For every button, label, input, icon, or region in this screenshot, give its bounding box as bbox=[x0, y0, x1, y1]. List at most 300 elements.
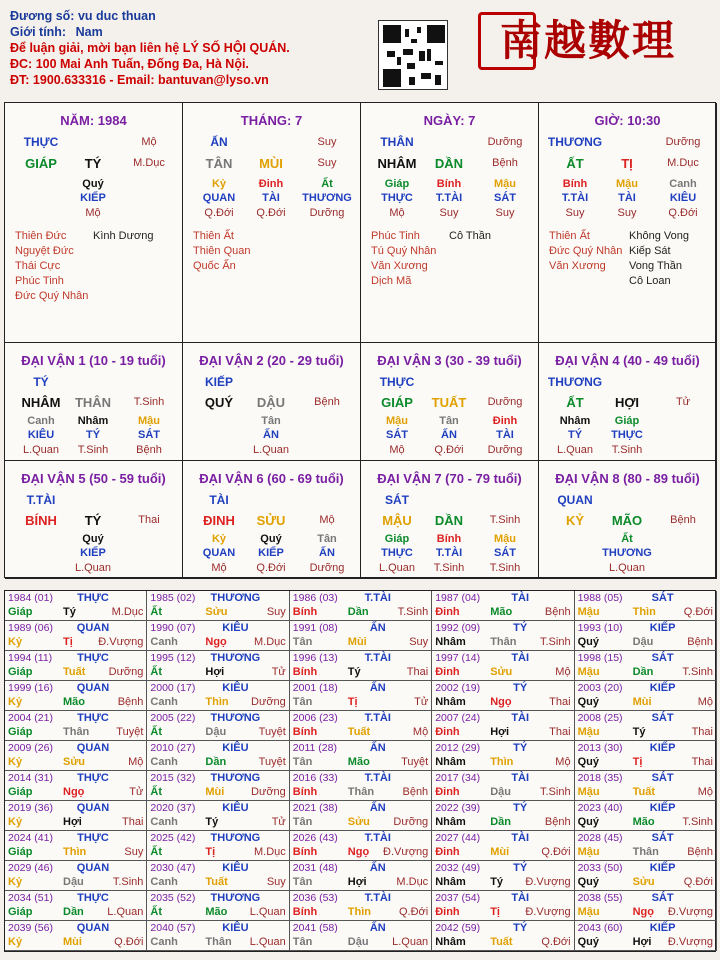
year-chi: Mão bbox=[205, 906, 228, 918]
year-stage: Thai bbox=[691, 756, 713, 768]
pillar-cell bbox=[183, 103, 361, 343]
year-stage: Thai bbox=[549, 696, 571, 708]
year-god: TÀI bbox=[511, 592, 530, 604]
year-label: 2035 (52) bbox=[150, 892, 196, 904]
year-can: Đinh bbox=[435, 666, 460, 678]
dai-van-hidden-can: Nhâm bbox=[559, 415, 591, 427]
year-cell bbox=[5, 801, 147, 831]
year-god: KIÊU bbox=[222, 622, 249, 634]
year-god: ẤN bbox=[369, 622, 386, 634]
year-chi: Tý bbox=[490, 876, 504, 888]
year-stage: Q.Đới bbox=[541, 936, 571, 948]
chi-label: TÝ bbox=[84, 156, 102, 171]
hidden-god: QUAN bbox=[202, 192, 236, 204]
hidden-can: Kỷ bbox=[211, 178, 227, 190]
dai-van-hidden-stage: Q.Đới bbox=[256, 562, 286, 574]
year-cell bbox=[575, 651, 717, 681]
year-stage: Bệnh bbox=[117, 696, 144, 708]
top-stage: Mộ bbox=[141, 136, 157, 148]
dai-van-cell bbox=[361, 343, 539, 461]
year-cell bbox=[147, 771, 289, 801]
can-label: TÂN bbox=[205, 156, 233, 171]
year-can: Tân bbox=[292, 696, 313, 708]
year-stage: M.Dục bbox=[396, 876, 429, 888]
year-label: 2016 (33) bbox=[292, 772, 338, 784]
year-cell bbox=[575, 741, 717, 771]
pillar-cell bbox=[539, 103, 717, 343]
year-cell bbox=[575, 801, 717, 831]
top-stage: Suy bbox=[317, 136, 337, 148]
dai-van-can: QUÝ bbox=[204, 395, 234, 410]
year-label: 1994 (11) bbox=[8, 652, 53, 664]
year-god: T.TÀI bbox=[364, 772, 391, 784]
year-god: ẤN bbox=[369, 862, 386, 874]
hidden-can: Bính bbox=[436, 178, 462, 190]
year-can: Quý bbox=[577, 696, 599, 708]
dai-van-chi: DẦN bbox=[434, 513, 464, 528]
qr-module bbox=[397, 57, 401, 65]
dai-van-hidden-god: TÀI bbox=[496, 429, 514, 441]
year-chi: Mão bbox=[632, 816, 655, 828]
year-god: THƯƠNG bbox=[210, 652, 261, 664]
year-chi: Tị bbox=[632, 756, 643, 768]
dai-van-stage: Mộ bbox=[319, 514, 335, 526]
dai-van-can: MẬU bbox=[382, 513, 412, 528]
dai-van-god: THƯƠNG bbox=[547, 375, 603, 389]
year-chi: Dậu bbox=[490, 786, 511, 798]
gender-value: Nam bbox=[75, 25, 103, 39]
year-can: Bính bbox=[292, 846, 318, 858]
year-god: TÀI bbox=[511, 892, 530, 904]
year-chi: Mùi bbox=[347, 636, 367, 648]
contact-line: Để luận giải, mời bạn liên hệ LÝ SỐ HỘI QUÁN. bbox=[10, 41, 290, 55]
year-can: Mậu bbox=[577, 786, 600, 798]
year-can: Nhâm bbox=[435, 936, 466, 948]
year-god: TÀI bbox=[511, 712, 530, 724]
year-stage: Tử bbox=[271, 666, 286, 678]
year-cell bbox=[575, 591, 717, 621]
year-stage: T.Sinh bbox=[112, 876, 144, 888]
hidden-can: Đinh bbox=[258, 178, 284, 190]
year-can: Tân bbox=[292, 936, 313, 948]
year-chi: Mùi bbox=[63, 936, 82, 948]
dai-van-can: ĐINH bbox=[203, 513, 235, 528]
year-stage: Thai bbox=[549, 726, 571, 738]
year-can: Bính bbox=[292, 726, 318, 738]
dai-van-can: ẤT bbox=[566, 395, 584, 410]
dai-van-hidden-god: ẤN bbox=[441, 429, 457, 441]
year-stage: M.Dục bbox=[254, 636, 286, 648]
qr-module bbox=[427, 25, 445, 43]
year-chi: Mùi bbox=[632, 696, 652, 708]
year-chi: Hợi bbox=[490, 726, 510, 738]
star-good: Tú Quý Nhân bbox=[371, 245, 437, 257]
year-label: 1995 (12) bbox=[150, 652, 196, 664]
year-can: Ất bbox=[150, 726, 162, 738]
year-can: Kỷ bbox=[8, 696, 23, 708]
year-label: 2004 (21) bbox=[8, 712, 53, 724]
qr-module bbox=[407, 63, 415, 69]
year-chi: Tý bbox=[632, 726, 646, 738]
year-can: Kỷ bbox=[8, 756, 23, 768]
year-label: 2010 (27) bbox=[150, 742, 196, 754]
qr-module bbox=[417, 27, 421, 33]
year-god: THƯƠNG bbox=[210, 832, 261, 844]
year-stage: Q.Đới bbox=[683, 876, 713, 888]
year-chi: Ngọ bbox=[490, 696, 512, 708]
year-chi: Tý bbox=[63, 606, 76, 618]
year-cell bbox=[432, 741, 574, 771]
year-can: Mậu bbox=[577, 606, 600, 618]
year-can: Tân bbox=[292, 816, 313, 828]
year-god: QUAN bbox=[76, 742, 110, 754]
hidden-god: KIÊU bbox=[669, 192, 697, 204]
year-label: 2023 (40) bbox=[577, 802, 623, 814]
year-cell bbox=[432, 591, 574, 621]
pillar-title: NGÀY: 7 bbox=[423, 113, 476, 128]
year-stage: Tuyệt bbox=[401, 756, 429, 768]
year-cell bbox=[575, 771, 717, 801]
hidden-stage: Suy bbox=[617, 207, 637, 219]
hidden-god: THƯƠNG bbox=[302, 192, 352, 204]
year-label: 1990 (07) bbox=[150, 622, 196, 634]
year-can: Mậu bbox=[577, 726, 600, 738]
star-good: Đức Quý Nhân bbox=[15, 290, 89, 302]
qr-module bbox=[383, 69, 401, 87]
year-chi: Tuất bbox=[205, 876, 228, 888]
year-stage: Bệnh bbox=[687, 636, 713, 648]
year-stage: L.Quan bbox=[249, 906, 286, 918]
year-cell bbox=[290, 801, 432, 831]
year-label: 2031 (48) bbox=[292, 862, 338, 874]
year-stage: M.Dục bbox=[254, 846, 286, 858]
star-good: Văn Xương bbox=[371, 260, 428, 272]
year-chi: Mão bbox=[63, 696, 85, 708]
year-can: Giáp bbox=[8, 846, 33, 858]
hidden-can: Ất bbox=[321, 178, 333, 190]
year-chi: Dậu bbox=[205, 726, 227, 738]
year-label: 1985 (02) bbox=[150, 592, 196, 604]
year-chi: Dần bbox=[205, 756, 227, 768]
year-chi: Tý bbox=[347, 666, 361, 678]
year-god: THỰC bbox=[77, 892, 109, 904]
year-chi: Ngọ bbox=[632, 906, 654, 918]
can-stage: M.Dục bbox=[133, 157, 165, 169]
year-label: 1987 (04) bbox=[435, 592, 481, 604]
dai-van-hidden-god: KIÊU bbox=[27, 429, 55, 441]
year-label: 2007 (24) bbox=[435, 712, 481, 724]
dai-van-title: ĐẠI VẬN 3 (30 - 39 tuổi) bbox=[377, 353, 522, 368]
year-god: KIÊU bbox=[222, 922, 249, 934]
year-label: 2038 (55) bbox=[577, 892, 623, 904]
dai-van-hidden-can: Giáp bbox=[384, 533, 410, 545]
year-god: THỰC bbox=[77, 652, 109, 664]
year-stage: L.Quan bbox=[249, 936, 286, 948]
year-stage: L.Quan bbox=[107, 906, 144, 918]
year-god: ẤN bbox=[369, 682, 386, 694]
dai-van-can: NHÂM bbox=[21, 395, 61, 410]
qr-module bbox=[387, 51, 395, 57]
hidden-god: KIẾP bbox=[80, 192, 106, 204]
dai-van-cell bbox=[361, 461, 539, 579]
hidden-can: Mậu bbox=[494, 178, 516, 190]
year-cell bbox=[575, 891, 717, 921]
hidden-god: TÀI bbox=[262, 192, 280, 204]
year-label: 2000 (17) bbox=[150, 682, 196, 694]
year-can: Giáp bbox=[8, 786, 33, 798]
year-god: SÁT bbox=[651, 712, 674, 724]
year-label: 1998 (15) bbox=[577, 652, 623, 664]
year-stage: Thai bbox=[406, 666, 429, 678]
year-cell bbox=[290, 891, 432, 921]
year-god: ẤN bbox=[369, 922, 386, 934]
dai-van-god: THỰC bbox=[379, 375, 415, 389]
year-label: 2017 (34) bbox=[435, 772, 481, 784]
star-good: Thái Cực bbox=[15, 260, 61, 272]
chi-label: MÙI bbox=[259, 156, 283, 171]
dai-van-hidden-can: Quý bbox=[260, 533, 282, 545]
dai-van-can: GIÁP bbox=[381, 395, 413, 410]
year-cell bbox=[147, 741, 289, 771]
dai-van-can: KỶ bbox=[565, 513, 585, 528]
dai-van-stage: Dưỡng bbox=[487, 396, 523, 408]
year-stage: Thai bbox=[121, 816, 144, 828]
year-chi: Thân bbox=[63, 726, 90, 738]
year-god: SÁT bbox=[651, 652, 674, 664]
year-label: 2012 (29) bbox=[435, 742, 481, 754]
year-god: THƯƠNG bbox=[210, 772, 261, 784]
qr-module bbox=[419, 51, 425, 61]
year-stage: L.Quan bbox=[392, 936, 429, 948]
dai-van-chi: HỢI bbox=[614, 395, 640, 410]
year-chi: Dậu bbox=[347, 936, 369, 948]
star-good: Thiên Ất bbox=[549, 230, 590, 242]
hidden-stage: Suy bbox=[495, 207, 515, 219]
year-cell bbox=[575, 711, 717, 741]
dai-van-hidden-stage: Mộ bbox=[211, 562, 227, 574]
dai-van-title: ĐẠI VẬN 8 (80 - 89 tuổi) bbox=[555, 471, 700, 486]
year-chi: Hợi bbox=[205, 666, 225, 678]
year-stage: Bệnh bbox=[544, 816, 571, 828]
year-god: QUAN bbox=[76, 622, 110, 634]
year-cell bbox=[5, 711, 147, 741]
dai-van-hidden-stage: L.Quan bbox=[608, 562, 646, 574]
year-cell bbox=[432, 711, 574, 741]
year-can: Canh bbox=[150, 696, 178, 708]
year-cell bbox=[432, 831, 574, 861]
year-god: T.TÀI bbox=[364, 892, 391, 904]
dai-van-chi: DẬU bbox=[256, 395, 286, 410]
year-label: 2029 (46) bbox=[8, 862, 53, 874]
year-chi: Dậu bbox=[632, 636, 654, 648]
year-can: Ất bbox=[150, 666, 162, 678]
year-stage: T.Sinh bbox=[682, 666, 713, 678]
dai-van-god: SÁT bbox=[385, 493, 409, 507]
year-stage: M.Dục bbox=[111, 606, 144, 618]
hidden-god: T.TÀI bbox=[435, 192, 463, 204]
dai-van-hidden-stage: L.Quan bbox=[22, 444, 60, 456]
year-stage: Mộ bbox=[697, 786, 713, 798]
year-label: 2014 (31) bbox=[8, 772, 53, 784]
year-can: Mậu bbox=[577, 846, 600, 858]
year-cell bbox=[5, 861, 147, 891]
dai-van-hidden-god: SÁT bbox=[494, 547, 516, 559]
year-can: Kỷ bbox=[8, 636, 23, 648]
qr-module bbox=[435, 75, 441, 85]
dai-van-stage: T.Sinh bbox=[489, 514, 521, 526]
can-stage: M.Dục bbox=[667, 157, 699, 169]
star-other: Kình Dương bbox=[93, 230, 154, 242]
year-chi: Sửu bbox=[490, 666, 513, 678]
site-logo: 南越數理 bbox=[500, 16, 677, 65]
top-stage: Dưỡng bbox=[665, 136, 701, 148]
hidden-stage: Q.Đới bbox=[204, 207, 234, 219]
year-can: Đinh bbox=[435, 906, 460, 918]
year-cell bbox=[290, 921, 432, 951]
can-label: ẤT bbox=[566, 156, 584, 171]
dai-van-hidden-can: Mậu bbox=[138, 415, 160, 427]
year-stage: Suy bbox=[266, 876, 286, 888]
year-cell bbox=[290, 741, 432, 771]
dai-van-hidden-god: THỰC bbox=[381, 547, 413, 559]
dai-van-hidden-stage: L.Quan bbox=[378, 562, 416, 574]
year-stage: Dưỡng bbox=[108, 666, 144, 678]
year-chi: Hợi bbox=[347, 876, 367, 888]
year-cell bbox=[290, 861, 432, 891]
pillar-title: THÁNG: 7 bbox=[240, 113, 303, 128]
year-label: 2013 (30) bbox=[577, 742, 623, 754]
dai-van-god: KIẾP bbox=[204, 375, 233, 389]
hidden-can: Mậu bbox=[616, 178, 638, 190]
dai-van-cell bbox=[183, 461, 361, 579]
header-info bbox=[10, 8, 370, 88]
year-can: Ất bbox=[150, 786, 162, 798]
dai-van-cell bbox=[5, 461, 183, 579]
dai-van-chi: THÂN bbox=[74, 395, 112, 410]
year-chi: Dần bbox=[632, 666, 654, 678]
dai-van-hidden-god: KIẾP bbox=[258, 547, 284, 559]
dai-van-hidden-stage: Q.Đới bbox=[434, 444, 464, 456]
year-label: 2024 (41) bbox=[8, 832, 53, 844]
dai-van-chi: TUẤT bbox=[431, 395, 467, 410]
year-stage: Tử bbox=[414, 696, 429, 708]
year-cell bbox=[147, 651, 289, 681]
year-chi: Sửu bbox=[205, 606, 228, 618]
year-label: 1988 (05) bbox=[577, 592, 623, 604]
year-stage: Đ.Vượng bbox=[525, 906, 571, 918]
year-can: Canh bbox=[150, 936, 178, 948]
dai-van-hidden-god: THỰC bbox=[611, 429, 643, 441]
dai-van-hidden-stage: L.Quan bbox=[556, 444, 594, 456]
year-cell bbox=[147, 621, 289, 651]
year-god: KIẾP bbox=[649, 802, 676, 814]
qr-module bbox=[405, 29, 409, 37]
year-god: QUAN bbox=[76, 862, 110, 874]
star-other: Cô Loan bbox=[629, 275, 671, 287]
year-chi: Tuất bbox=[490, 936, 513, 948]
year-cell bbox=[147, 681, 289, 711]
year-stage: T.Sinh bbox=[540, 786, 571, 798]
year-chi: Tị bbox=[63, 636, 73, 648]
year-stage: Bệnh bbox=[687, 846, 713, 858]
year-chi: Thìn bbox=[347, 906, 372, 918]
year-cell bbox=[575, 861, 717, 891]
star-good: Thiên Đức bbox=[15, 230, 67, 242]
dai-van-cell bbox=[5, 343, 183, 461]
chi-label: TỊ bbox=[621, 156, 633, 171]
year-chi: Mùi bbox=[205, 786, 225, 798]
year-god: TÝ bbox=[513, 622, 528, 634]
dai-van-title: ĐẠI VẬN 7 (70 - 79 tuổi) bbox=[377, 471, 522, 486]
dai-van-hidden-can: Tân bbox=[439, 415, 459, 427]
year-stage: Dưỡng bbox=[251, 696, 286, 708]
year-stage: Q.Đới bbox=[398, 906, 429, 918]
year-cell bbox=[5, 831, 147, 861]
year-stage: Suy bbox=[266, 606, 286, 618]
year-god: KIÊU bbox=[222, 682, 249, 694]
year-stage: Mộ bbox=[128, 756, 144, 768]
year-god: KIÊU bbox=[222, 862, 249, 874]
star-other: Vong Thần bbox=[629, 260, 683, 272]
year-label: 2034 (51) bbox=[8, 892, 53, 904]
year-label: 2043 (60) bbox=[577, 922, 623, 934]
year-god: SÁT bbox=[651, 832, 674, 844]
qr-module bbox=[435, 61, 443, 65]
year-chi: Dần bbox=[347, 606, 369, 618]
dai-van-hidden-stage: Dưỡng bbox=[309, 562, 345, 574]
dai-van-hidden-stage: L.Quan bbox=[252, 444, 290, 456]
dai-van-hidden-stage: T.Sinh bbox=[489, 562, 521, 574]
year-stage: Q.Đới bbox=[683, 606, 713, 618]
year-god: SÁT bbox=[651, 892, 674, 904]
year-can: Giáp bbox=[8, 726, 33, 738]
year-stage: Q.Đới bbox=[114, 936, 144, 948]
dai-van-hidden-can: Kỷ bbox=[211, 533, 227, 545]
owner-name: vu duc thuan bbox=[77, 9, 156, 23]
year-chi: Sửu bbox=[632, 876, 655, 888]
year-cell bbox=[147, 921, 289, 951]
year-god: TÝ bbox=[513, 922, 528, 934]
dai-van-hidden-can: Canh bbox=[27, 415, 55, 427]
year-stage: Mộ bbox=[555, 756, 571, 768]
year-cell bbox=[147, 711, 289, 741]
year-stage: Thai bbox=[691, 726, 713, 738]
star-good: Đức Quý Nhân bbox=[549, 245, 623, 257]
year-label: 2033 (50) bbox=[577, 862, 623, 874]
year-god: T.TÀI bbox=[364, 652, 391, 664]
year-label: 2003 (20) bbox=[577, 682, 623, 694]
year-chi: Tị bbox=[490, 906, 500, 918]
year-can: Nhâm bbox=[435, 876, 466, 888]
year-label: 2028 (45) bbox=[577, 832, 623, 844]
dai-van-hidden-stage: T.Sinh bbox=[611, 444, 643, 456]
year-label: 2040 (57) bbox=[150, 922, 196, 934]
dai-van-hidden-god: SÁT bbox=[386, 429, 408, 441]
year-label: 1984 (01) bbox=[8, 592, 53, 604]
dai-van-hidden-god: THƯƠNG bbox=[602, 547, 652, 559]
dai-van-stage: Bệnh bbox=[314, 396, 340, 408]
year-god: KIẾP bbox=[649, 742, 676, 754]
hidden-stage: Q.Đới bbox=[668, 207, 698, 219]
year-god: TÀI bbox=[511, 652, 530, 664]
year-cell bbox=[290, 771, 432, 801]
star-good: Văn Xương bbox=[549, 260, 606, 272]
dai-van-title: ĐẠI VẬN 2 (20 - 29 tuổi) bbox=[199, 353, 344, 368]
year-god: TÀI bbox=[511, 832, 530, 844]
year-can: Tân bbox=[292, 756, 313, 768]
top-god: THỰC bbox=[23, 135, 59, 149]
year-stage: Bệnh bbox=[402, 786, 429, 798]
